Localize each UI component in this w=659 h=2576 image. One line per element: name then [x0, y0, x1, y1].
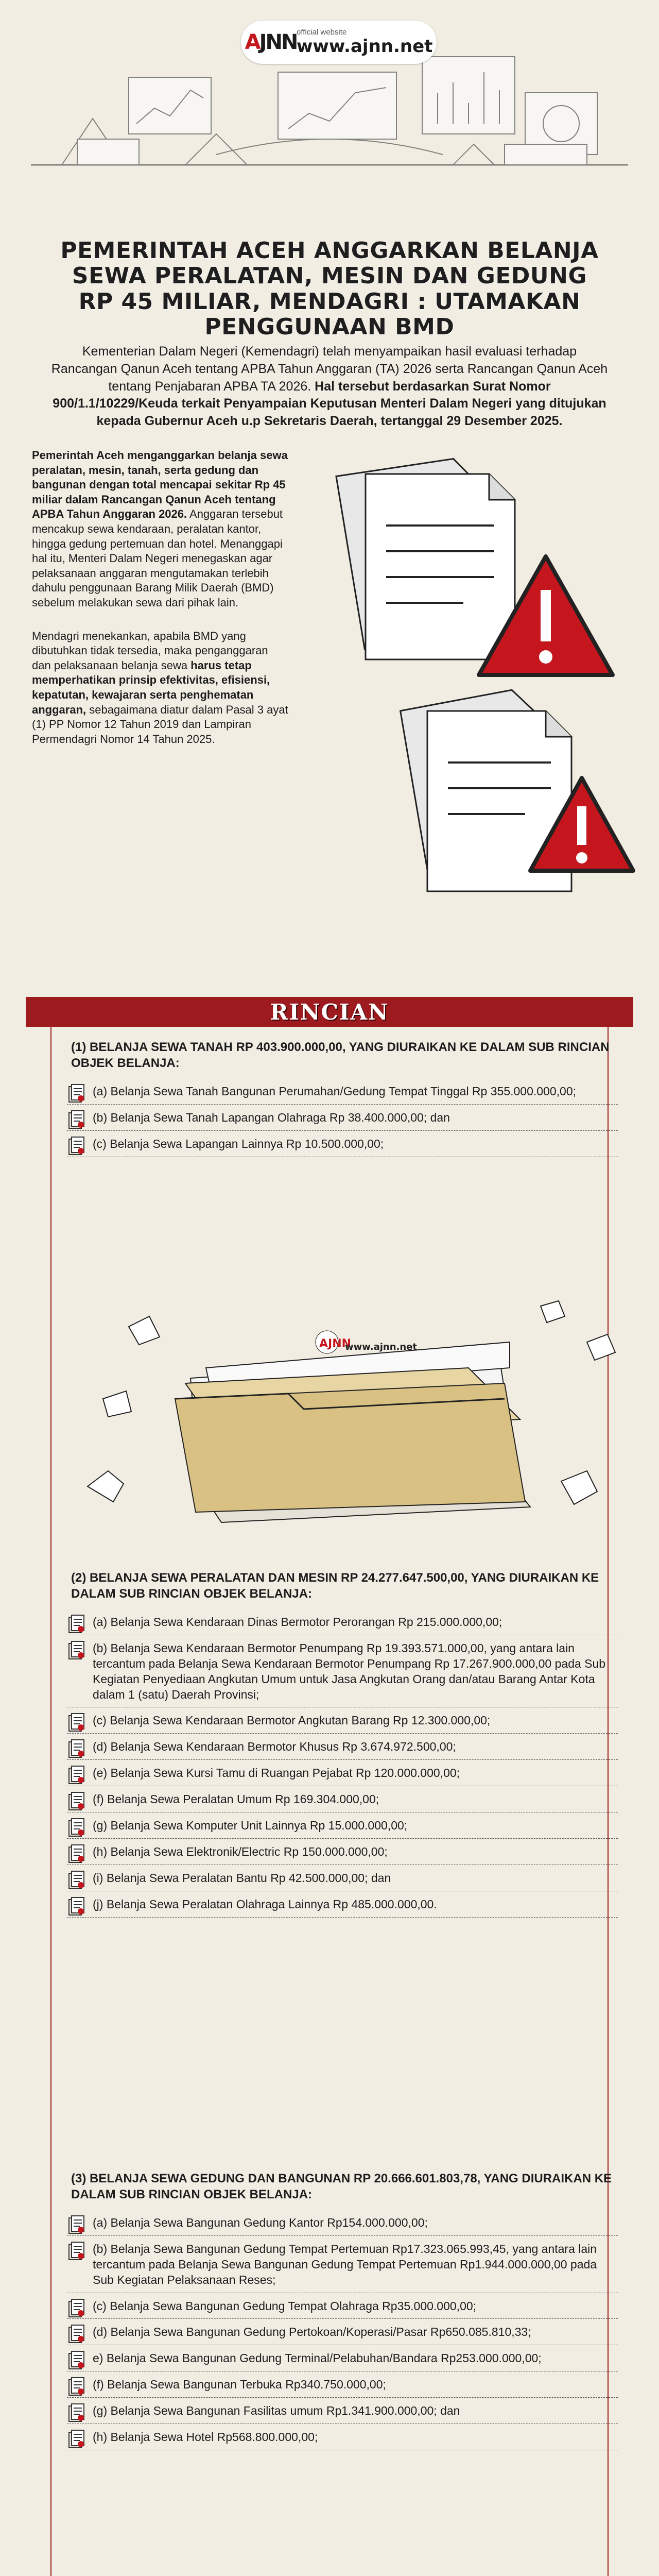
intro-bold-text: Hal tersebut berdasarkan Surat Nomor 900/1.1/10229/Keuda terkait Penyampaian Keputusan Menteri Dalam Negeri yang ditujukan kepada Gubernur Aceh u.p Sekretaris Daerah, tertanggal 29 Desember 2025.: [53, 379, 606, 428]
list-item: [67, 1635, 618, 1708]
list-item: [67, 2398, 618, 2424]
document-icon: [68, 2377, 85, 2397]
list-item: [67, 1760, 618, 1786]
list-item: [67, 1734, 618, 1760]
group-2-title: (2) BELANJA SEWA PERALATAN DAN MESIN RP 24.277.647.500,00, YANG DIURAIKAN KE DALAM SUB RINCIAN OBJEK BELANJA:: [71, 1571, 599, 1601]
item-text: (d) Belanja Sewa Kendaraan Bermotor Khusus Rp 3.674.972.500,00;: [93, 1740, 456, 1754]
list-item: [67, 2319, 618, 2345]
overview-p2-b: sebagaimana diatur dalam Pasal 3 ayat (1) PP Nomor 12 Tahun 2019 dan Lampiran Permendagri Nomor 14 Tahun 2025.: [32, 703, 288, 745]
overview-p2-a: Mendagri menekankan, apabila BMD yang dibutuhkan tidak tersedia, maka penganggaran dan pelaksanaan belanja sewa: [32, 629, 268, 672]
document-icon: [68, 2215, 85, 2235]
list-item: [67, 2236, 618, 2293]
page-title: PEMERINTAH ACEH ANGGARKAN BELANJA SEWA PERALATAN, MESIN DAN GEDUNG RP 45 MILIAR, MENDAGRI : UTAMAKAN PENGGUNAAN BMD: [60, 238, 599, 340]
folder-logo: AJNN: [319, 1337, 352, 1350]
item-text: (g) Belanja Sewa Bangunan Fasilitas umum Rp1.341.900.000,00; dan: [93, 2404, 460, 2418]
list-item: [67, 1609, 618, 1635]
overview-bold: Pemerintah Aceh menganggarkan belanja sewa peralatan, mesin, tanah, serta gedung dan bangunan dengan total mencapai sekitar Rp 45 miliar dalam Rancangan Qanun Aceh tentang APBA Tahun Anggaran 2026.: [32, 449, 288, 521]
list-item: [67, 1891, 618, 1918]
document-icon: [68, 1844, 85, 1865]
document-icon: [68, 1896, 85, 1917]
document-icon: [68, 1791, 85, 1812]
item-text: (a) Belanja Sewa Bangunan Gedung Kantor Rp154.000.000,00;: [93, 2216, 428, 2229]
folder-url: www.ajnn.net: [345, 1342, 417, 1352]
item-text: (f) Belanja Sewa Bangunan Terbuka Rp340.750.000,00;: [93, 2378, 386, 2392]
overview-paragraph-1: [32, 448, 289, 611]
rincian-section: [26, 997, 633, 2576]
item-text: (h) Belanja Sewa Elektronik/Electric Rp 150.000.000,00;: [93, 1844, 388, 1858]
item-text: (a) Belanja Sewa Tanah Bangunan Perumahan/Gedung Tempat Tinggal Rp 355.000.000,00;: [93, 1084, 577, 1098]
item-text: e) Belanja Sewa Bangunan Gedung Terminal/Pelabuhan/Bandara Rp253.000.000,00;: [93, 2351, 542, 2365]
document-icon: [68, 1640, 85, 1661]
list-item: [67, 1786, 618, 1812]
document-icon: [68, 1870, 85, 1891]
document-icon: [68, 1818, 85, 1838]
warning-documents-illustration: [309, 453, 638, 927]
item-text: (a) Belanja Sewa Kendaraan Dinas Bermotor Perorangan Rp 215.000.000,00;: [93, 1615, 502, 1629]
list-item: [67, 2371, 618, 2398]
group-1-list: [67, 1078, 618, 1157]
item-text: (c) Belanja Sewa Lapangan Lainnya Rp 10.500.000,00;: [93, 1137, 384, 1150]
item-text: (h) Belanja Sewa Hotel Rp568.800.000,00;: [93, 2430, 318, 2444]
rincian-header: [26, 997, 633, 1027]
logo-url[interactable]: www.ajnn.net: [297, 36, 433, 57]
group-3-title: (3) BELANJA SEWA GEDUNG DAN BANGUNAN RP 20.666.601.803,78, YANG DIURAIKAN KE DALAM SUB RINCIAN OBJEK BELANJA:: [71, 2172, 612, 2202]
item-text: (e) Belanja Sewa Kursi Tamu di Ruangan Pejabat Rp 120.000.000,00;: [93, 1766, 460, 1780]
intro-text: Kementerian Dalam Negeri (Kemendagri) telah menyampaikan hasil evaluasi terhadap Rancangan Qanun Aceh tentang APBA Tahun Anggaran (TA) 2026 serta Rancangan Qanun Aceh tentang Penjabaran APBA TA 2026.: [51, 344, 608, 394]
group-3-list: [67, 2210, 618, 2450]
list-item: [67, 1707, 618, 1734]
folder-illustration: [67, 1265, 644, 1533]
list-item: [67, 2345, 618, 2371]
list-item: [67, 1105, 618, 1131]
document-icon: [68, 1739, 85, 1759]
document-icon: [68, 1713, 85, 1733]
item-text: (j) Belanja Sewa Peralatan Olahraga Lainnya Rp 485.000.000,00.: [93, 1897, 437, 1911]
document-icon: [68, 2429, 85, 2450]
item-text: (i) Belanja Sewa Peralatan Bantu Rp 42.500.000,00; dan: [93, 1871, 391, 1885]
section-overview: [0, 448, 659, 958]
list-item: [67, 2210, 618, 2236]
overview-p2-bold: harus tetap memperhatikan prinsip efektivitas, efisiensi, kepatutan, kewajaran serta penghematan anggaran,: [32, 658, 270, 716]
ajnn-logo: A JN N: [252, 24, 289, 61]
item-text: (b) Belanja Sewa Tanah Lapangan Olahraga Rp 38.400.000,00; dan: [93, 1110, 450, 1124]
list-item: [67, 1131, 618, 1157]
intro-paragraph: [49, 343, 610, 430]
item-text: (b) Belanja Sewa Bangunan Gedung Tempat Pertemuan Rp17.323.065.993,45, yang antara lain tercantum pada Belanja Sewa Bangunan Gedung Tempat Pertemuan Rp1.944.000.000,00 pada Sub Kegiatan Pelaksanaan Reses;: [93, 2242, 597, 2286]
list-item: [67, 1812, 618, 1839]
header: [0, 0, 659, 340]
document-icon: [68, 2324, 85, 2345]
rincian-heading: RINCIAN: [270, 999, 389, 1025]
list-item: [67, 2293, 618, 2319]
document-icon: [68, 1136, 85, 1157]
list-item: [67, 1865, 618, 1891]
item-text: (c) Belanja Sewa Kendaraan Bermotor Angkutan Barang Rp 12.300.000,00;: [93, 1714, 491, 1727]
logo-caption: official website: [297, 28, 347, 37]
logo-badge[interactable]: [241, 21, 437, 64]
document-icon: [68, 1110, 85, 1130]
document-icon: [68, 2241, 85, 2262]
document-icon: [68, 2298, 85, 2319]
list-item: [67, 2424, 618, 2450]
item-text: (d) Belanja Sewa Bangunan Gedung Pertokoan/Koperasi/Pasar Rp650.085.810,33;: [93, 2325, 531, 2339]
item-text: (f) Belanja Sewa Peralatan Umum Rp 169.304.000,00;: [93, 1792, 379, 1806]
overview-rest: Anggaran tersebut mencakup sewa kendaraan, peralatan kantor, hingga gedung pertemuan dan hotel. Menanggapi hal itu, Menteri Dalam Negeri menegaskan agar pelaksanaan anggaran mengutamakan terlebih dahulu penggunaan Barang Milik Daerah (BMD) sebelum melakukan sewa dari pihak lain.: [32, 507, 283, 609]
document-icon: [68, 1083, 85, 1104]
document-icon: [68, 1765, 85, 1786]
document-icon: [68, 2350, 85, 2371]
overview-paragraph-2: [32, 629, 289, 747]
document-icon: [68, 1614, 85, 1635]
item-text: (c) Belanja Sewa Bangunan Gedung Tempat Olahraga Rp35.000.000,00;: [93, 2299, 477, 2313]
group-2-list: [67, 1609, 618, 1918]
list-item: [67, 1839, 618, 1865]
item-text: (b) Belanja Sewa Kendaraan Bermotor Penumpang Rp 19.393.571.000,00, yang antara lain tercantum pada Belanja Sewa Kendaraan Bermotor Penumpang Rp 17.267.900.000,00 pada Sub Kegiatan Penyediaan Angkutan Umum untuk Jasa Angkutan Orang dan/atau Barang Antar Kota dalam 1 (satu) Daerah Provinsi;: [93, 1641, 606, 1701]
document-icon: [68, 2403, 85, 2424]
group-1-title: (1) BELANJA SEWA TANAH RP 403.900.000,00, YANG DIURAIKAN KE DALAM SUB RINCIAN OBJEK BELANJA:: [71, 1040, 610, 1071]
item-text: (g) Belanja Sewa Komputer Unit Lainnya Rp 15.000.000,00;: [93, 1819, 408, 1833]
list-item: [67, 1078, 618, 1105]
